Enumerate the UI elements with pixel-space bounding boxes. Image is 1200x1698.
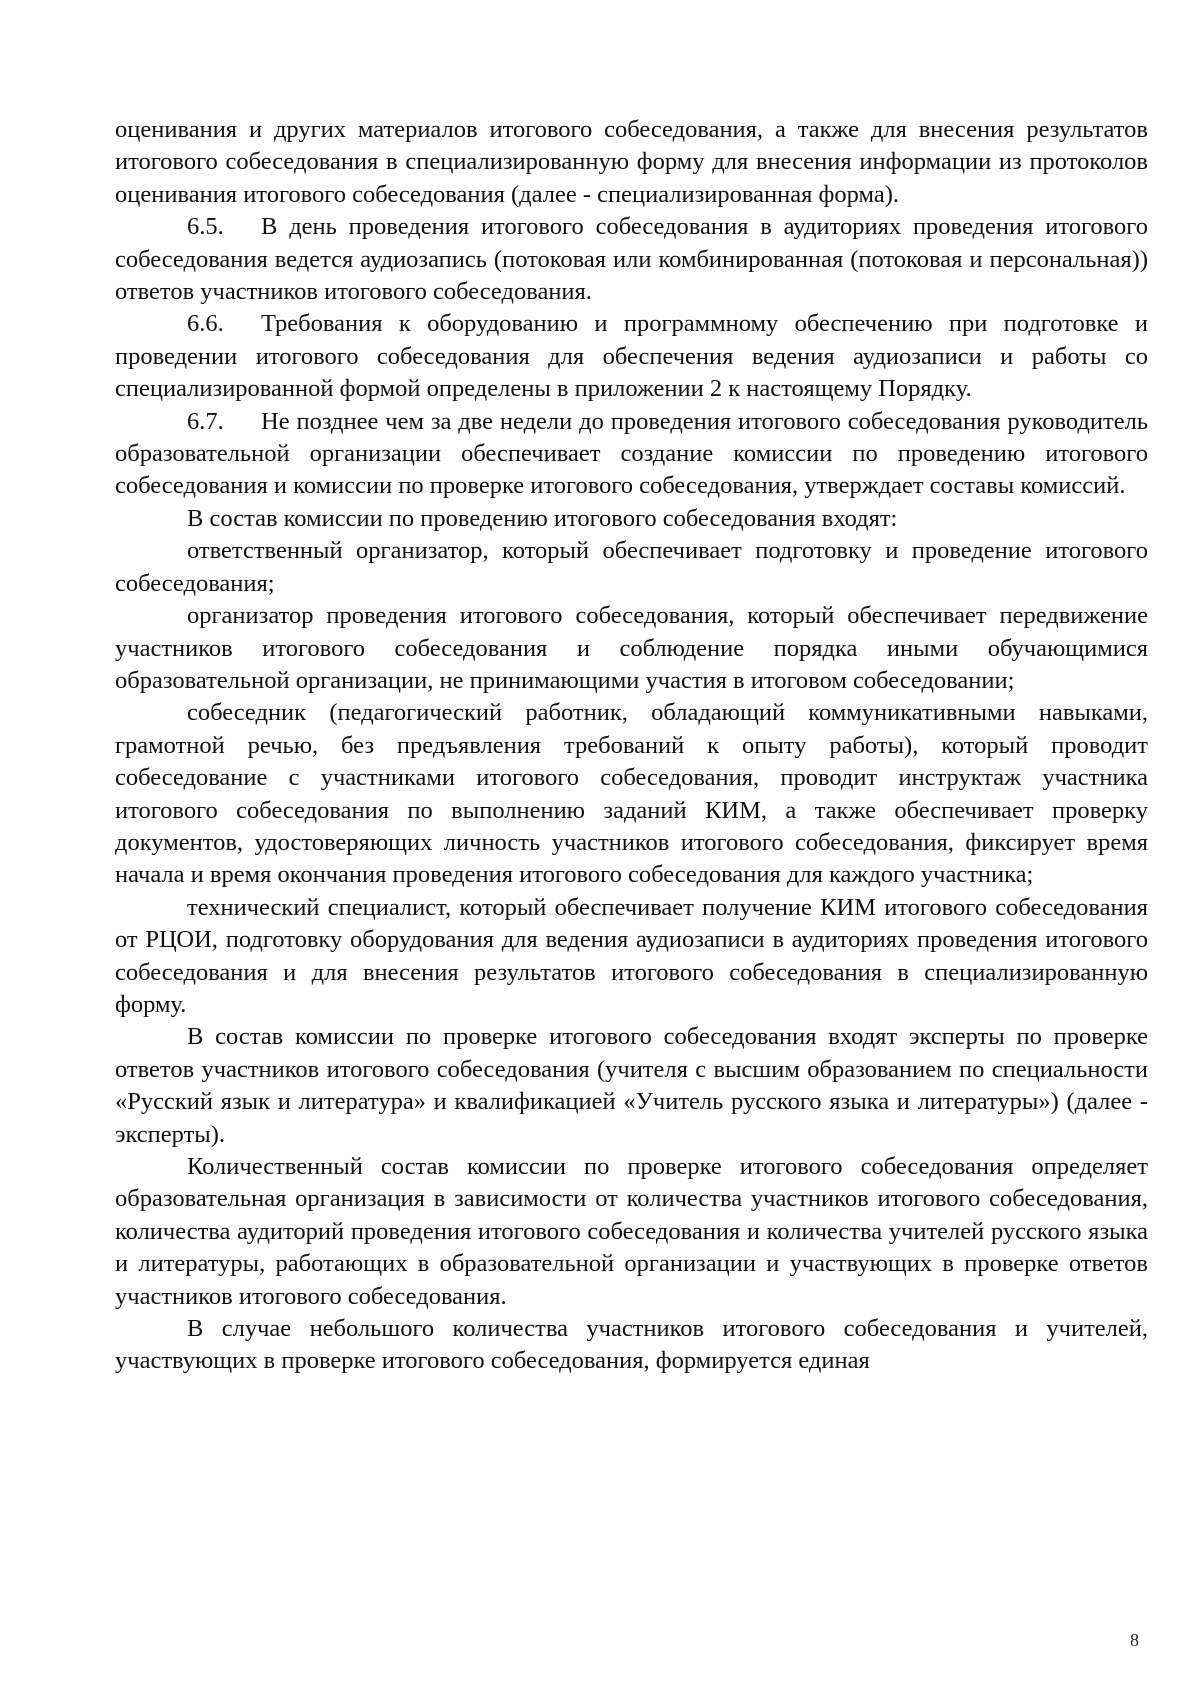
- paragraph-technical-specialist: [115, 892, 1148, 1022]
- paragraph-number: 6.6.: [187, 310, 224, 338]
- paragraph-responsible-organizer: [115, 535, 1148, 600]
- paragraph-text: технический специалист, который обеспечивает получение КИМ итогового собеседования от РЦОИ, подготовку оборудования для ведения аудиозаписи в аудиториях проведения итогового собеседования и для внесения результатов итогового собеседования в специализированную форму.: [115, 893, 1148, 1018]
- paragraph-text: Количественный состав комиссии по проверке итогового собеседования определяет образовательная организация в зависимости от количества участников итогового собеседования, количества аудиторий проведения итогового собеседования и количества учителей русского языка и литературы, работающих в образовательной организации и участвующих в проверке ответов участников итогового собеседования.: [115, 1153, 1148, 1310]
- paragraph-text: Не позднее чем за две недели до проведения итогового собеседования руководитель образовательной организации обеспечивает создание комиссии по проведению итогового собеседования и комиссии по проверке итогового собеседования, утверждает составы комиссий.: [115, 407, 1148, 500]
- paragraph-text: собеседник (педагогический работник, обладающий коммуникативными навыками, грамотной речью, без предъявления требований к опыту работы), который проводит собеседование с участниками итогового собеседования, проводит инструктаж участника итогового собеседования по выполнению заданий КИМ, а также обеспечивает проверку документов, удостоверяющих личность участников итогового собеседования, фиксирует время начала и время окончания проведения итогового собеседования для каждого участника;: [115, 699, 1148, 889]
- document-body: [115, 114, 1148, 1378]
- paragraph-organizer: [115, 600, 1148, 697]
- paragraph-text: Требования к оборудованию и программному обеспечению при подготовке и проведении итогового собеседования для обеспечения ведения аудиозаписи и работы со специализированной формой определены в приложении 2 к настоящему Порядку.: [115, 310, 1148, 403]
- paragraph-6-5: [115, 211, 1148, 308]
- paragraph-small-number-case: [115, 1313, 1148, 1378]
- paragraph-text: В состав комиссии по проверке итогового собеседования входят эксперты по проверке ответов участников итогового собеседования (учителя с высшим образованием по специальности «Русский язык и литература» и квалификацией «Учитель русского языка и литературы») (далее - эксперты).: [115, 1023, 1148, 1148]
- paragraph-number: 6.5.: [187, 213, 224, 241]
- paragraph-text: В случае небольшого количества участников итогового собеседования и учителей, участвующих в проверке итогового собеседования, формируется единая: [115, 1315, 1148, 1375]
- paragraph-text: В день проведения итогового собеседования в аудиториях проведения итогового собеседования ведется аудиозапись (потоковая или комбинированная (потоковая и персональная)) ответов участников итогового собеседования.: [115, 213, 1148, 306]
- paragraph-number: 6.7.: [187, 407, 224, 435]
- paragraph-6-7: [115, 406, 1148, 503]
- paragraph-6-6: [115, 308, 1148, 405]
- paragraph-text: организатор проведения итогового собеседования, который обеспечивает передвижение участников итогового собеседования и соблюдение порядка иными обучающимися образовательной организации, не принимающими участия в итоговом собеседовании;: [115, 602, 1148, 694]
- page-number: 8: [1130, 1630, 1139, 1650]
- paragraph-text: ответственный организатор, который обеспечивает подготовку и проведение итогового собеседования;: [115, 537, 1148, 597]
- paragraph-text: В состав комиссии по проведению итогового собеседования входят:: [187, 504, 898, 532]
- paragraph-experts: [115, 1021, 1148, 1151]
- paragraph-quantitative-composition: [115, 1151, 1148, 1313]
- paragraph-continuation: [115, 114, 1148, 211]
- paragraph-commission-composition: [115, 503, 1148, 535]
- paragraph-text: оценивания и других материалов итогового собеседования, а также для внесения результатов итогового собеседования в специализированную форму для внесения информации из протоколов оценивания итогового собеседования (далее - специализированная форма).: [115, 116, 1148, 208]
- paragraph-interlocutor: [115, 697, 1148, 891]
